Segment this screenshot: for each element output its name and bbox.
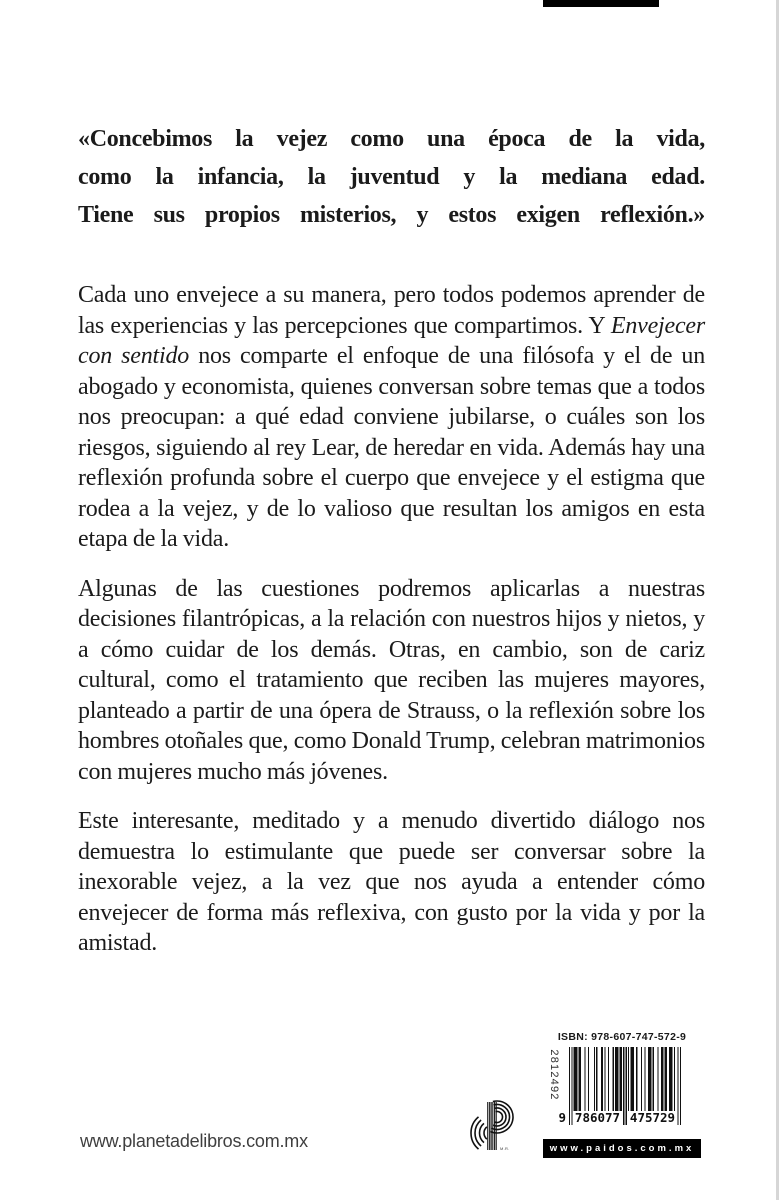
isbn-label: ISBN: 978-607-747-572-9 <box>557 1031 687 1043</box>
ean-digit-group: 475729 <box>629 1110 676 1125</box>
logo-trademark-label: M.R. <box>500 1146 510 1151</box>
paidos-url-bar: www.paidos.com.mx <box>543 1139 701 1158</box>
cover-quote <box>78 120 705 234</box>
back-cover-text <box>78 0 705 978</box>
book-title-italic: Envejecer con sentido <box>78 312 705 369</box>
paragraph-text: nos comparte el enfoque de una filósofa y el de un abogado y economista, quienes conversan sobre temas que a todos nos preocupan: a qué edad conviene jubilarse, o cuáles son los riesgos, siguiendo al rey Lear, de heredar en vida. Además hay una reflexión profunda sobre el cuerpo que envejece y el estigma que rodea a la vejez, y de lo valioso que resultan los amigos en esta etapa de la vida. <box>78 343 706 552</box>
quote-line: como la infancia, la juventud y la mediana edad. <box>78 164 705 190</box>
synopsis-paragraph-1 <box>78 280 705 555</box>
synopsis-paragraph-2: Algunas de las cuestiones podremos aplicarlas a nuestras decisiones filantrópicas, a la relación con nuestros hijos y nietos, y a cómo cuidar de los demás. Otras, en cambio, son de cariz cultural, como el tratamiento que reciben las mujeres mayores, planteado a partir de una ópera de Strauss, o la reflexión sobre los hombres otoñales que, como Donald Trump, celebran matrimonios con mujeres mucho más jóvenes. <box>78 575 705 785</box>
planetadelibros-url: www.planetadelibros.com.mx <box>80 1131 308 1151</box>
page-right-edge <box>776 0 779 1200</box>
ean-barcode <box>558 1047 681 1127</box>
paragraph-text: Cada uno envejece a su manera, pero todos podemos aprender de las experiencias y las percepciones que compartimos. Y <box>78 282 705 339</box>
product-code-vertical: 2812492 <box>548 1049 560 1101</box>
ean-digit-first: 9 <box>558 1110 566 1125</box>
quote-line: «Concebimos la vejez como una época de la vida, <box>78 126 705 152</box>
ean-digit-group: 786077 <box>574 1110 621 1125</box>
quote-line: Tiene sus propios misterios, y estos exigen reflexión.» <box>78 202 705 228</box>
synopsis-paragraph-3: Este interesante, meditado y a menudo divertido diálogo nos demuestra lo estimulante que puede ser conversar sobre la inexorable vejez, a la vez que nos ayuda a entender cómo envejecer de forma más reflexiva, con gusto por la vida y por la amistad. <box>78 808 705 956</box>
synopsis <box>78 280 705 959</box>
